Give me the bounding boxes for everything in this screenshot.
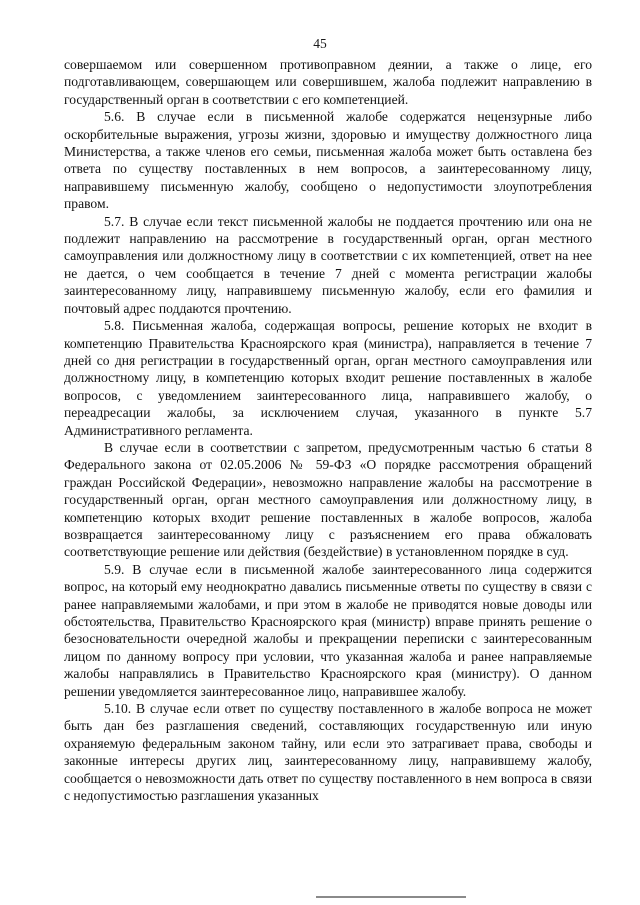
paragraph-5-6: 5.6. В случае если в письменной жалобе содержатся нецензурные либо оскорбительные выражения, угрозы жизни, здоровью и имуществу должностного лица Министерства, а также членов его семьи, письменная жалоба может быть оставлена без ответа по существу поставленных в нем вопросов, а заинтересованному лицу, направившему письменную жалобу, сообщено о недопустимости злоупотребления правом. [64,109,592,212]
paragraph-continuation: совершаемом или совершенном противоправном деянии, а также о лице, его подготавливающем, совершающем или совершившем, жалоба подлежит направлению в государственный орган в соответствии с его компетенцией. [64,57,592,107]
paragraph-5-7: 5.7. В случае если текст письменной жалобы не поддается прочтению или она не подлежит направлению на рассмотрение в государственный орган, орган местного самоуправления или должностному лицу в соответствии с их компетенцией, ответ на нее не дается, о чем сообщается в течение 7 дней с момента регистрации жалобы заинтересованному лицу, направившему письменную жалобу, если его фамилия и почтовый адрес поддаются прочтению. [64,213,592,316]
page-number: 45 [313,36,327,51]
paragraph-5-8-prohibition: В случае если в соответствии с запретом, предусмотренным частью 6 статьи 8 Федерального закона от 02.05.2006 № 59-ФЗ «О порядке рассмотрения обращений граждан Российской Федерации», невозможно направление жалобы на рассмотрение в государственный орган, орган местного самоуправления или должностному лицу, в компетенцию которых входит решение поставленных в жалобе вопросов, жалоба возвращается заинтересованному лицу с разъяснением его права обжаловать соответствующие решение или действия (бездействие) в установленном порядке в суд. [64,439,592,560]
paragraph-5-10: 5.10. В случае если ответ по существу поставленного в жалобе вопроса не может быть дан без разглашения сведений, составляющих государственную или иную охраняемую федеральным законом тайну, или если это затрагивает права, свободы и законные интересы других лиц, заинтересованному лицу, направившему жалобу, сообщается о невозможности дать ответ по существу поставленного в нем вопроса в связи с недопустимостью разглашения указанных [64,701,592,804]
paragraph-5-8: 5.8. Письменная жалоба, содержащая вопросы, решение которых не входит в компетенцию Правительства Красноярского края (министра), направляется в течение 7 дней со дня регистрации в государственный орган, орган местного самоуправления или должностному лицу, в компетенцию которых входит решение поставленных в жалобе вопросов, с уведомлением заинтересованного лица, направившего жалобу, о переадресации жалобы, за исключением случая, указанного в пункте 5.7 Административного регламента. [64,318,592,438]
scan-artifact-line [316,896,466,898]
paragraph-5-9: 5.9. В случае если в письменной жалобе заинтересованного лица содержится вопрос, на который ему неоднократно давались письменные ответы по существу в связи с ранее направляемыми жалобами, и при этом в жалобе не приводятся новые доводы или обстоятельства, Правительство Красноярского края (министр) вправе принять решение о безосновательности очередной жалобы и прекращении переписки с заинтересованным лицом по данному вопросу при условии, что указанная жалоба и ранее направляемые жалобы направлялись в Правительство Красноярского края (министру). О данном решении уведомляется заинтересованное лицо, направившее жалобу. [64,561,592,699]
document-body [64,56,592,804]
